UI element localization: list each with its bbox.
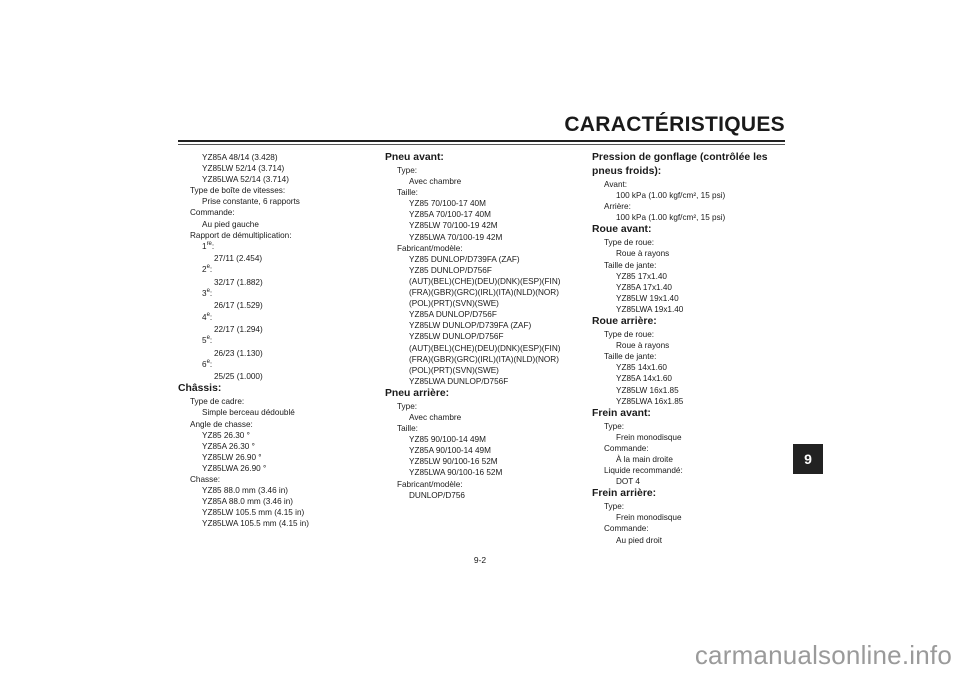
spec-value: (FRA)(GBR)(GRC)(IRL)(ITA)(NLD)(NOR) [409,288,559,298]
page-number: 9-2 [473,555,487,565]
spec-value: Simple berceau dédoublé [202,408,295,418]
spec-label: Angle de chasse: [190,419,253,429]
spec-value: À la main droite [616,454,673,464]
gear-ratio-list [178,241,353,383]
section-heading-rear-brake: Frein arrière: [592,488,657,500]
spec-label: Type de roue: [604,330,655,340]
spec-value: YZ85 70/100-17 40M [409,199,486,209]
spec-value: YZ85LW DUNLOP/D756F [409,332,504,342]
spec-value: YZ85 DUNLOP/D739FA (ZAF) [409,254,520,264]
spec-value: DOT 4 [616,477,640,487]
spec-value: Roue à rayons [616,341,670,351]
spec-value: YZ85LW 90/100-16 52M [409,457,498,467]
chapter-tab: 9 [793,444,823,474]
spec-column-1 [178,152,353,529]
spec-value: Frein monodisque [616,432,682,442]
gear-label-1: 1re: [202,240,215,251]
spec-value: YZ85LWA DUNLOP/D756F [409,376,509,386]
spec-value: YZ85LWA 19x1.40 [616,304,684,314]
spec-value: YZ85A 26.30 ° [202,441,255,451]
section-heading-chassis: Châssis: [178,383,222,395]
spec-value: Prise constante, 6 rapports [202,197,300,207]
spec-value: YZ85LW 70/100-19 42M [409,221,498,231]
spec-value: Frein monodisque [616,513,682,523]
spec-label: Fabricant/modèle: [397,243,463,253]
spec-label: Taille de jante: [604,260,657,270]
spec-value: YZ85LWA 16x1.85 [616,396,684,406]
spec-label: Liquide recommandé: [604,466,683,476]
spec-value: Avec chambre [409,412,462,422]
spec-value: Au pied droit [616,535,662,545]
spec-label: Type de roue: [604,238,655,248]
spec-column-2 [385,152,585,501]
spec-value: YZ85LW 16x1.85 [616,385,679,395]
spec-value: YZ85 14x1.60 [616,363,667,373]
spec-value: YZ85 90/100-14 49M [409,435,486,445]
spec-value: YZ85LW DUNLOP/D739FA (ZAF) [409,321,532,331]
spec-value: YZ85 26.30 ° [202,430,250,440]
header-rule [178,140,785,142]
spec-value: YZ85A 14x1.60 [616,374,672,384]
section-heading-tire-pressure-cont: pneus froids): [592,166,662,177]
spec-value: YZ85A 70/100-17 40M [409,210,491,220]
spec-value: Avec chambre [409,177,462,187]
gear-value-1: 27/11 (2.454) [214,254,263,264]
spec-value: YZ85LWA 105.5 mm (4.15 in) [202,519,309,529]
gear-label-5: 5e: [202,335,213,346]
spec-column-3 [592,152,792,546]
spec-value: YZ85LW 105.5 mm (4.15 in) [202,508,305,518]
gear-value-3: 26/17 (1.529) [214,301,263,311]
spec-label: Commande: [604,524,649,534]
section-heading-rear-wheel: Roue arrière: [592,316,657,328]
spec-label: Commande: [604,443,649,453]
spec-label: Taille: [397,424,418,434]
spec-label: Rapport de démultiplication: [190,230,292,240]
spec-value: YZ85A DUNLOP/D756F [409,310,497,320]
spec-label: Type: [397,401,418,411]
spec-value: (AUT)(BEL)(CHE)(DEU)(DNK)(ESP)(FIN) [409,276,561,286]
spec-value: 100 kPa (1.00 kgf/cm², 15 psi) [616,191,726,201]
spec-label: Type: [397,166,418,175]
spec-value: (POL)(PRT)(SVN)(SWE) [409,365,499,375]
spec-label: Type de boîte de vitesses: [190,186,286,196]
spec-value: YZ85LWA 52/14 (3.714) [202,175,289,185]
spec-value: Roue à rayons [616,249,670,259]
gear-value-2: 32/17 (1.882) [214,277,263,287]
spec-value: YZ85LWA 90/100-16 52M [409,468,503,478]
spec-label: Commande: [190,208,235,218]
spec-label: Avant: [604,180,628,189]
gear-label-3: 3e: [202,287,213,298]
spec-value: YZ85A 90/100-14 49M [409,446,491,456]
spec-label: Type: [604,421,625,431]
spec-value: (FRA)(GBR)(GRC)(IRL)(ITA)(NLD)(NOR) [409,354,559,364]
spec-value: Au pied gauche [202,219,259,229]
spec-value: YZ85 DUNLOP/D756F [409,265,492,275]
spec-value: YZ85A 17x1.40 [616,282,672,292]
spec-value: (POL)(PRT)(SVN)(SWE) [409,299,499,309]
spec-label: Fabricant/modèle: [397,479,463,489]
gear-label-4: 4e: [202,311,213,322]
gear-label-2: 2e: [202,264,213,275]
spec-value: YZ85LW 26.90 ° [202,452,262,462]
section-heading-rear-tire: Pneu arrière: [385,387,450,399]
gear-value-5: 26/23 (1.130) [214,348,263,358]
spec-value: YZ85LW 19x1.40 [616,293,679,303]
spec-value: YZ85LWA 26.90 ° [202,463,267,473]
page-title: CARACTÉRISTIQUES [564,113,785,136]
spec-label: Type de cadre: [190,397,245,407]
spec-label: Arrière: [604,202,631,212]
spec-value: YZ85A 88.0 mm (3.46 in) [202,497,294,507]
spec-label: Taille de jante: [604,352,657,362]
gear-label-6: 6e: [202,358,213,369]
spec-value: YZ85 88.0 mm (3.46 in) [202,486,289,496]
spec-value: (AUT)(BEL)(CHE)(DEU)(DNK)(ESP)(FIN) [409,343,561,353]
spec-label: Chasse: [190,474,221,484]
header-rule-thin [178,144,785,145]
section-heading-front-tire: Pneu avant: [385,152,444,163]
watermark: carmanualsonline.info [694,640,952,670]
spec-value: DUNLOP/D756 [409,490,465,500]
spec-value: 100 kPa (1.00 kgf/cm², 15 psi) [616,213,726,223]
spec-value: YZ85LW 52/14 (3.714) [202,164,285,174]
spec-value: YZ85A 48/14 (3.428) [202,153,278,162]
section-heading-front-brake: Frein avant: [592,407,651,419]
spec-label: Type: [604,502,625,512]
spec-value: YZ85LWA 70/100-19 42M [409,232,503,242]
spec-value: YZ85 17x1.40 [616,271,667,281]
gear-value-4: 22/17 (1.294) [214,325,263,335]
gear-value-6: 25/25 (1.000) [214,372,263,382]
section-heading-tire-pressure: Pression de gonflage (contrôlée les [592,152,768,163]
spec-label: Taille: [397,188,418,198]
section-heading-front-wheel: Roue avant: [592,224,652,236]
